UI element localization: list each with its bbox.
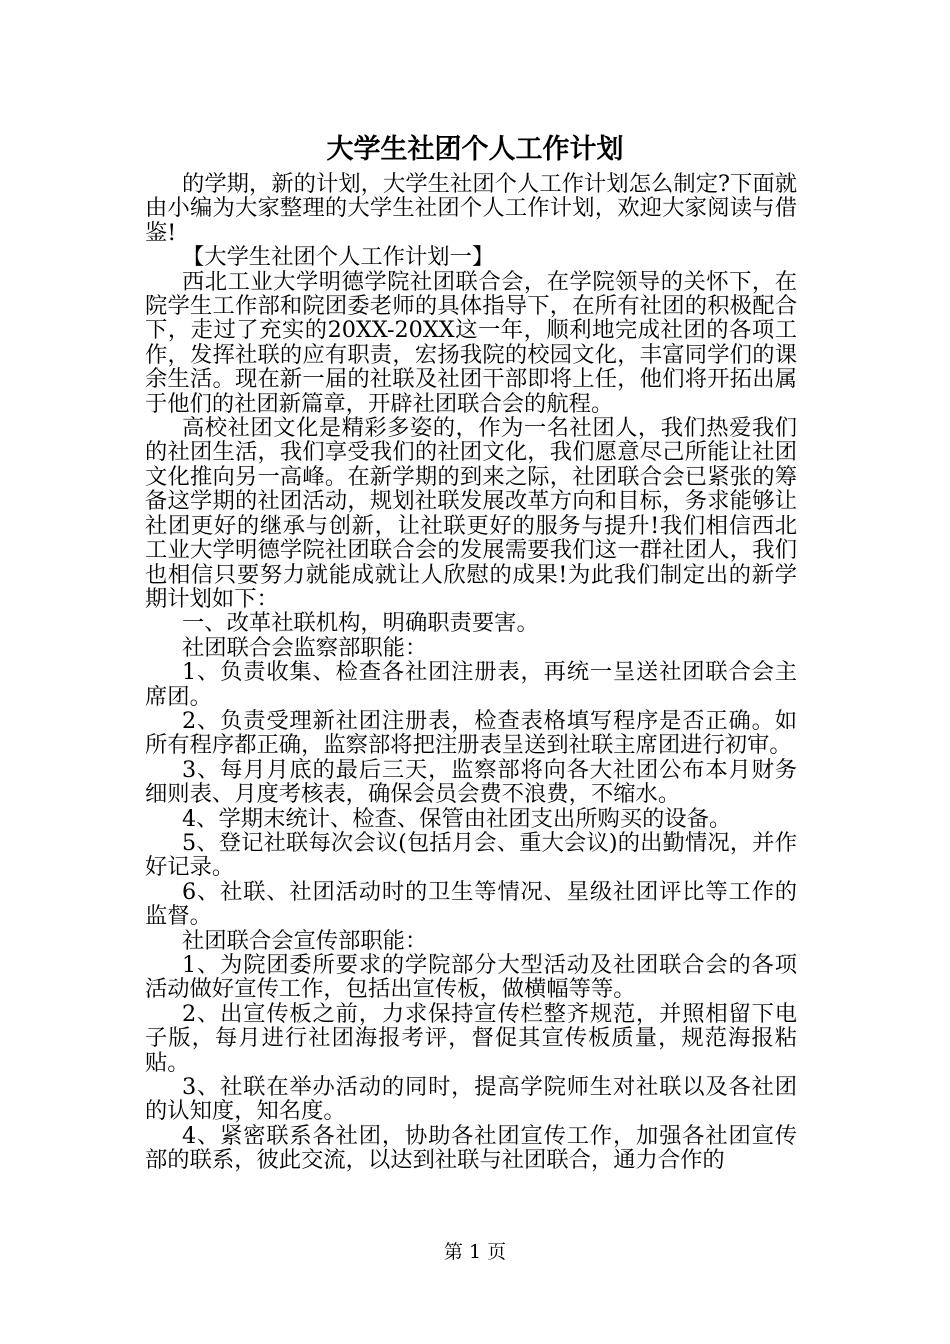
- paragraph: 2、出宣传板之前，力求保持宣传栏整齐规范，并照相留下电子版，每月进行社团海报考评，督促其宣传板质量，规范海报粘贴。: [145, 1000, 797, 1076]
- paragraph: 高校社团文化是精彩多姿的，作为一名社团人，我们热爱我们的社团生活，我们享受我们的社团文化，我们愿意尽己所能让社团文化推向另一高峰。在新学期的到来之际，社团联合会已紧张的筹备这学期的社团活动，规划社联发展改革方向和目标，务求能够让社团更好的继承与创新，让社联更好的服务与提升!我们相信西北工业大学明德学院社团联合会的发展需要我们这一群社团人，我们也相信只要努力就能成就让人欣慰的成果!为此我们制定出的新学期计划如下：: [145, 415, 797, 612]
- paragraph: 5、登记社联每次会议(包括月会、重大会议)的出勤情况，并作好记录。: [145, 829, 797, 881]
- paragraph: 2、负责受理新社团注册表，检查表格填写程序是否正确。如所有程序都正确，监察部将把注册表呈送到社联主席团进行初审。: [145, 707, 797, 759]
- page-number: 第 1 页: [443, 1241, 507, 1263]
- paragraph: 1、负责收集、检查各社团注册表，再统一呈送社团联合会主席团。: [145, 659, 797, 710]
- paragraph: 6、社联、社团活动时的卫生等情况、星级社团评比等工作的监督。: [145, 878, 797, 930]
- paragraph: 3、每月月底的最后三天，监察部将向各大社团公布本月财务细则表、月度考核表，确保会员会费不浪费，不缩水。: [145, 756, 797, 808]
- paragraph: 1、为院团委所要求的学院部分大型活动及社团联合会的各项活动做好宣传工作，包括出宣传板，做横幅等等。: [145, 952, 797, 1003]
- document-body: [145, 172, 797, 1173]
- paragraph: 4、学期末统计、检查、保管由社团支出所购买的设备。: [182, 805, 732, 832]
- paragraph: 的学期，新的计划，大学生社团个人工作计划怎么制定?下面就由小编为大家整理的大学生社团个人工作计划，欢迎大家阅读与借鉴!: [145, 171, 797, 246]
- paragraph: 西北工业大学明德学院社团联合会，在学院领导的关怀下，在院学生工作部和院团委老师的具体指导下，在所有社团的积极配合下，走过了充实的20XX-20XX这一年，顺利地完成社团的各项工作，发挥社联的应有职责，宏扬我院的校园文化，丰富同学们的课余生活。现在新一届的社联及社团干部即将上任，他们将开拓出属于他们的社团新篇章，开辟社团联合会的航程。: [145, 268, 797, 417]
- paragraph: 一、改革社联机构，明确职责要害。: [182, 610, 539, 637]
- paragraph: 【大学生社团个人工作计划一】: [182, 244, 495, 271]
- paragraph: 社团联合会监察部职能：: [182, 634, 428, 661]
- paragraph: 4、紧密联系各社团，协助各社团宣传工作，加强各社团宣传部的联系，彼此交流，以达到社联与社团联合，通力合作的: [145, 1122, 797, 1174]
- paragraph: 3、社联在举办活动的同时，提高学院师生对社联以及各社团的认知度，知名度。: [145, 1074, 797, 1125]
- paragraph: 社团联合会宣传部职能：: [182, 927, 428, 954]
- document-title: 大学生社团个人工作计划: [326, 134, 624, 165]
